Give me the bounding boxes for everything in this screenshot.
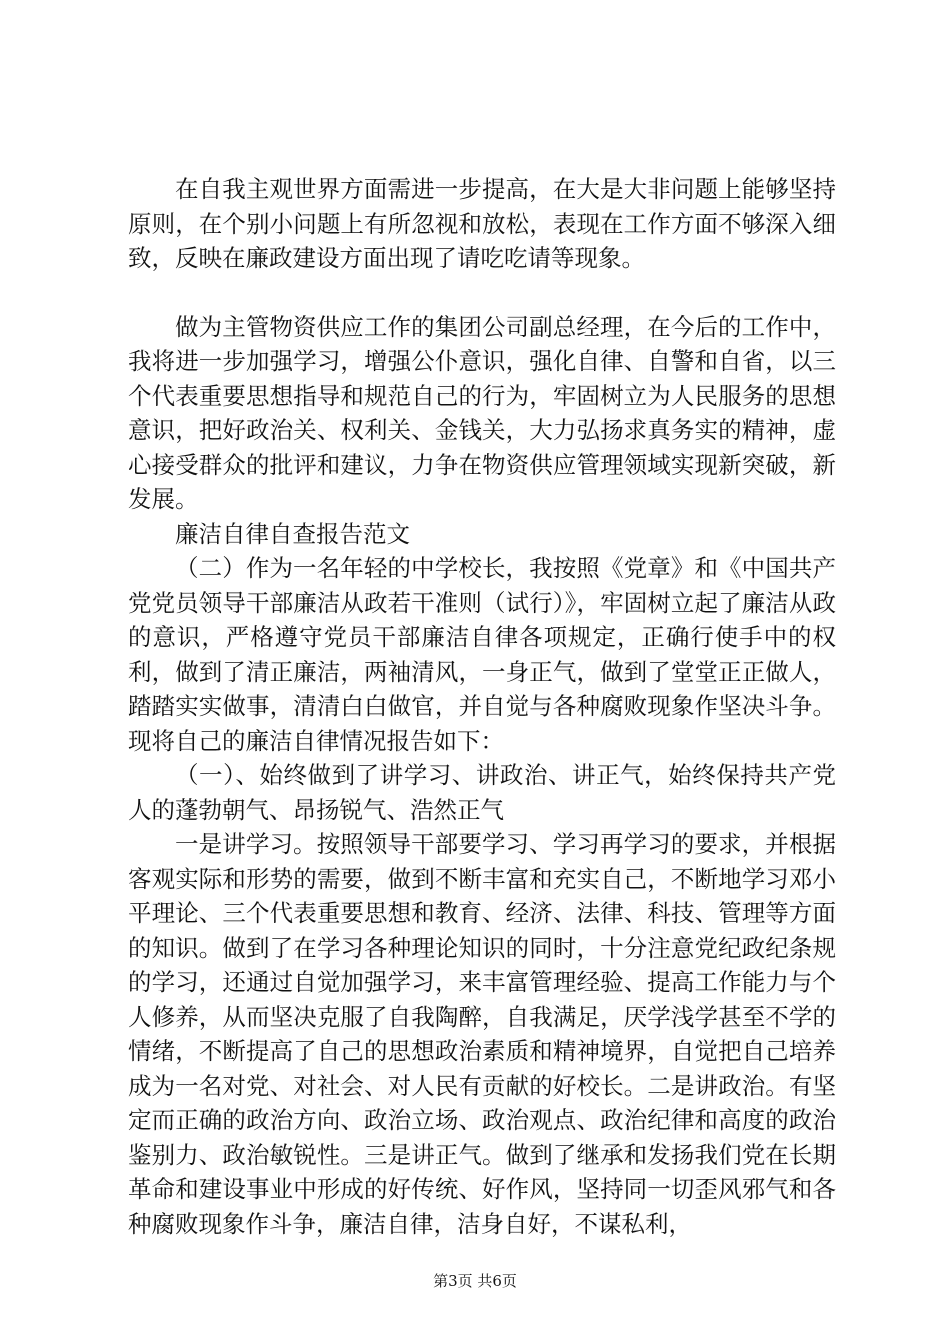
page-number-footer: 第3页 共6页 xyxy=(433,1272,517,1290)
section-title: 廉洁自律自查报告范文 xyxy=(175,519,410,548)
paragraph-subheading: （一）、始终做到了讲学习、讲政治、讲正气，始终保持共产党人的蓬勃朝气、昂扬锐气、浩然正气 xyxy=(128,761,836,824)
document-body xyxy=(128,172,836,1241)
paragraph-self-assessment: 在自我主观世界方面需进一步提高，在大是大非问题上能够坚持原则，在个别小问题上有所忽视和放松，表现在工作方面不够深入细致，反映在廉政建设方面出现了请吃吃请等现象。 xyxy=(128,175,836,272)
paragraph-future-commitment: 做为主管物资供应工作的集团公司副总经理，在今后的工作中，我将进一步加强学习，增强公仆意识，强化自律、自警和自省，以三个代表重要思想指导和规范自己的行为，牢固树立为人民服务的思想意识，把好政治关、权利关、金钱关，大力弘扬求真务实的精神，虚心接受群众的批评和建议，力争在物资供应管理领域实现新突破，新发展。 xyxy=(128,312,836,513)
paragraph-study-politics-integrity: 一是讲学习。按照领导干部要学习、学习再学习的要求，并根据客观实际和形势的需要，做到不断丰富和充实自己，不断地学习邓小平理论、三个代表重要思想和教育、经济、法律、科技、管理等方面的知识。做到了在学习各种理论知识的同时，十分注意党纪政纪条规的学习，还通过自觉加强学习，来丰富管理经验、提高工作能力与个人修养，从而坚决克服了自我陶醉，自我满足，厌学浅学甚至不学的情绪，不断提高了自己的思想政治素质和精神境界，自觉把自己培养成为一名对党、对社会、对人民有贡献的好校长。二是讲政治。有坚定而正确的政治方向、政治立场、政治观点、政治纪律和高度的政治鉴别力、政治敏锐性。三是讲正气。做到了继承和发扬我们党在长期革命和建设事业中形成的好传统、好作风，坚持同一切歪风邪气和各种腐败现象作斗争，廉洁自律，洁身自好，不谋私利， xyxy=(128,830,836,1238)
paragraph-introduction: （二）作为一名年轻的中学校长，我按照《党章》和《中国共产党党员领导干部廉洁从政若干准则（试行）》，牢固树立起了廉洁从政的意识，严格遵守党员干部廉洁自律各项规定，正确行使手中的权利，做到了清正廉洁，两袖清风，一身正气，做到了堂堂正正做人，踏踏实实做事，清清白白做官，并自觉与各种腐败现象作坚决斗争。现将自己的廉洁自律情况报告如下： xyxy=(128,554,836,755)
